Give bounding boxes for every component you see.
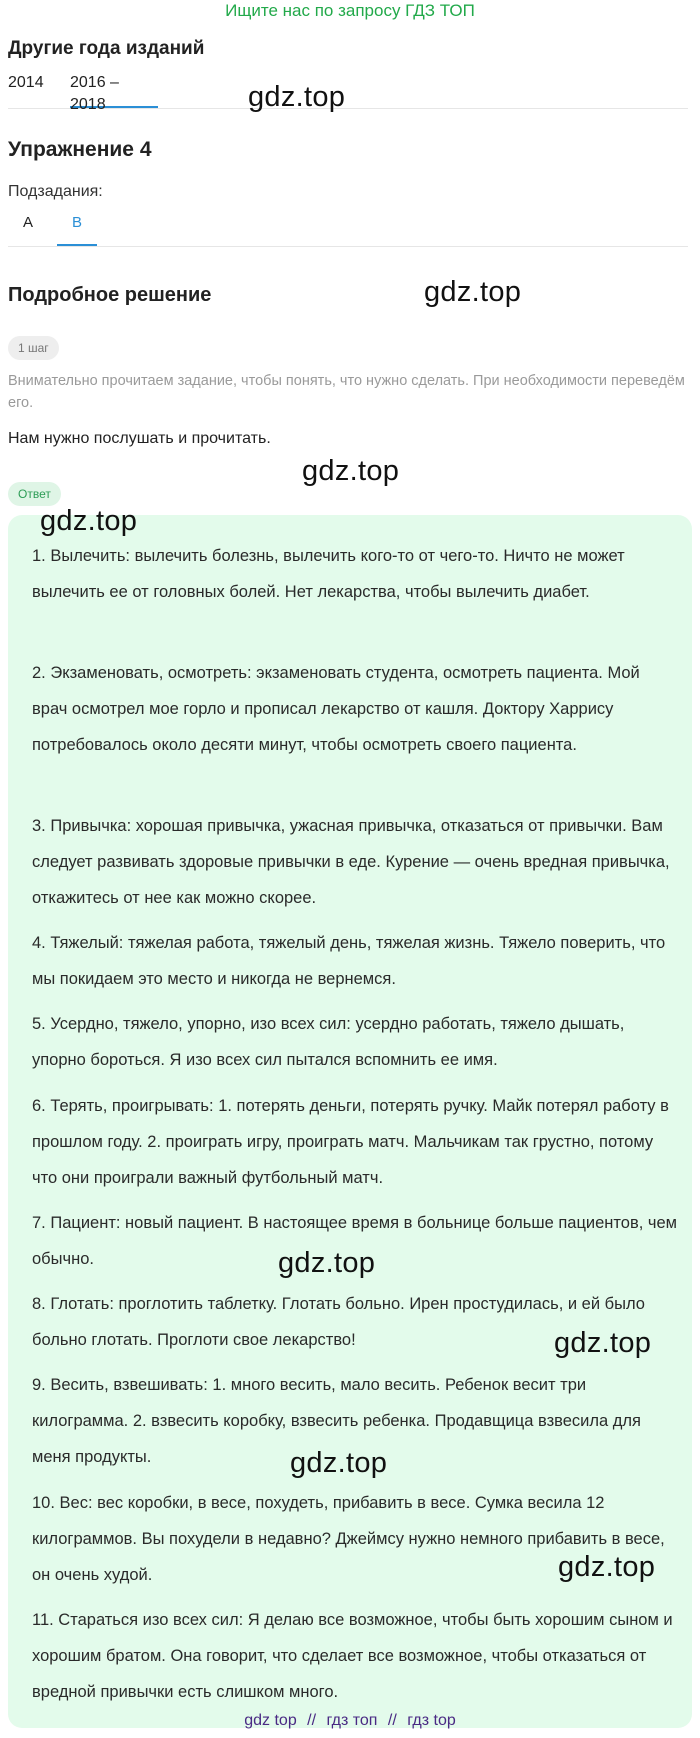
answer-item-8: 8. Глотать: проглотить таблетку. Глотать больно. Ирен простудилась, и ей было больно глотать. Проглоти свое лекарство! — [32, 1295, 645, 1349]
footer-links — [0, 1712, 700, 1730]
answer-item-4: 4. Тяжелый: тяжелая работа, тяжелый день, тяжелая жизнь. Тяжело поверить, что мы покидаем это место и никогда не вернемся. — [32, 934, 666, 988]
footer-separator: // — [387, 1712, 397, 1729]
footer-link-gdz-top[interactable]: gdz top — [244, 1712, 297, 1729]
subtask-tab-b[interactable]: B — [57, 212, 97, 246]
watermark: gdz.top — [302, 455, 400, 487]
answer-item-1: 1. Вылечить: вылечить болезнь, вылечить кого-то от чего-то. Ничто не может вылечить ее от головных болей. Нет лекарства, чтобы вылечить диабет. — [32, 547, 625, 601]
answer-item-2: 2. Экзаменовать, осмотреть: экзаменовать студента, осмотреть пациента. Мой врач осмотрел мое горло и прописал лекарство от кашля. Доктору Харрису потребовалось около десяти минут, чтобы осмотреть своего пациента. — [32, 664, 640, 754]
answer-item-7: 7. Пациент: новый пациент. В настоящее время в больнице больше пациентов, чем обычно. — [32, 1214, 678, 1268]
answer-item-10: 10. Вес: вес коробки, в весе, похудеть, прибавить в весе. Сумка весила 12 килограммов. Вы похудели в недавно? Джеймсу нужно немного прибавить в весе, он очень худой. — [32, 1494, 665, 1584]
year-tab-2016-2018[interactable]: 2016 – 2018 — [70, 72, 158, 108]
watermark: gdz.top — [290, 1447, 388, 1479]
answer-item-11: 11. Стараться изо всех сил: Я делаю все возможное, чтобы быть хорошим сыном и хорошим братом. Она говорит, что сделает все возможное, чтобы отказаться от вредной привычки есть слишком много. — [32, 1611, 673, 1701]
watermark: gdz.top — [40, 505, 138, 537]
answer-item-5: 5. Усердно, тяжело, упорно, изо всех сил: усердно работать, тяжело дышать, упорно бороться. Я изо всех сил пытался вспомнить ее имя. — [32, 1015, 625, 1069]
watermark: gdz.top — [424, 276, 522, 308]
year-tabs — [8, 72, 688, 113]
watermark: gdz.top — [554, 1327, 652, 1359]
footer-separator: // — [307, 1712, 317, 1729]
instruction-text: Нам нужно послушать и прочитать. — [8, 430, 271, 447]
watermark: gdz.top — [278, 1247, 376, 1279]
watermark: gdz.top — [558, 1551, 656, 1583]
top-banner: Ищите нас по запросу ГДЗ ТОП — [225, 1, 475, 20]
answer-item-3: 3. Привычка: хорошая привычка, ужасная привычка, отказаться от привычки. Вам следует развивать здоровые привычки в еде. Курение — очень вредная привычка, откажитесь от нее как можно скорее. — [32, 817, 670, 907]
answer-badge: Ответ — [8, 482, 61, 506]
answer-item-6: 6. Терять, проигрывать: 1. потерять деньги, потерять ручку. Майк потерял работу в прошлом году. 2. проиграть игру, проиграть матч. Мальчикам так грустно, потому что они проиграли важный футбольный матч. — [32, 1097, 669, 1187]
footer-link-gdz-top-ru[interactable]: гдз топ — [326, 1712, 378, 1729]
subtasks-label: Подзадания: — [8, 183, 103, 200]
step-badge: 1 шаг — [8, 336, 59, 360]
year-tab-2014[interactable]: 2014 — [8, 74, 44, 91]
subtask-tabs — [8, 212, 688, 247]
hint-text: Внимательно прочитаем задание, чтобы понять, что нужно сделать. При необходимости переведём его. — [8, 373, 685, 411]
footer-link-gdz-top-mixed[interactable]: гдз top — [407, 1712, 456, 1729]
other-years-title: Другие года изданий — [8, 38, 205, 59]
exercise-title: Упражнение 4 — [8, 138, 152, 161]
watermark: gdz.top — [248, 81, 346, 113]
subtask-tab-a[interactable]: A — [22, 214, 33, 231]
solution-title: Подробное решение — [8, 284, 212, 306]
answer-item-9: 9. Весить, взвешивать: 1. много весить, мало весить. Ребенок весит три килограмма. 2. взвесить коробку, взвесить ребенка. Продавщица взвесила для меня продукты. — [32, 1376, 641, 1466]
